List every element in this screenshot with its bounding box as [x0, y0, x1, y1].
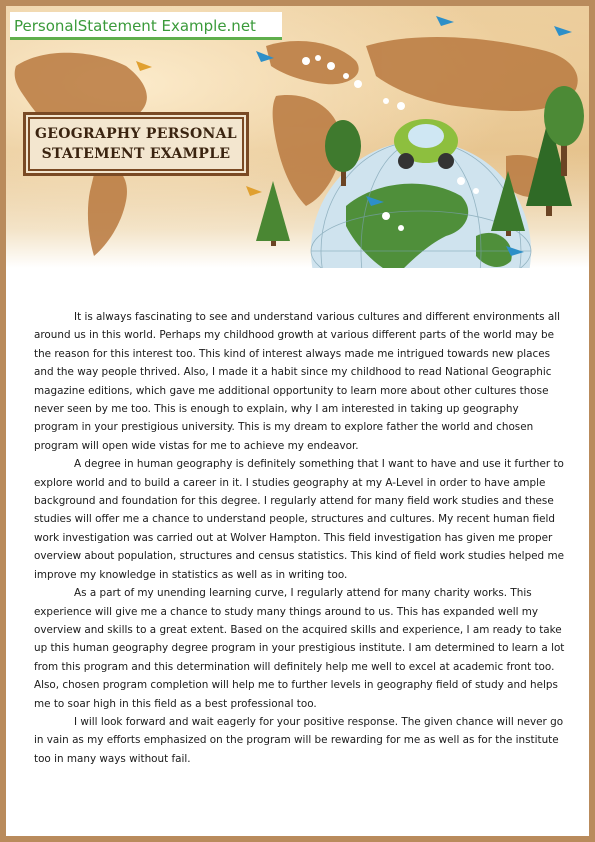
site-name[interactable]: PersonalStatement Example.net [10, 12, 282, 40]
paragraph: I will look forward and wait eagerly for your positive response. The given chance will never go in vain as my efforts emphasized on the program will be rewarding for me as well as for the institute too in many ways without fail. [34, 715, 564, 765]
page [6, 6, 589, 836]
header-banner [6, 6, 589, 268]
title-line-2: STATEMENT EXAMPLE [41, 146, 231, 162]
paragraph: As a part of my unending learning curve, I regularly attend for many charity works. This experience will give me a chance to study many things around to us. This has expanded well my overview and skills to a great extent. Based on the acquired skills and experience, I am ready to take up this human geography degree program in your prestigious institute. I am determined to learn a lot from this program and this determination will definitely help me well to excel at academic front too. Also, chosen program completion will help me to further levels in geography field of study and helps me to soar high in this field as a best professional too. [34, 587, 565, 710]
car-icon [394, 119, 458, 169]
statement-body [34, 308, 566, 768]
document-title-box [23, 112, 249, 176]
title-line-1: GEOGRAPHY PERSONAL [35, 126, 237, 142]
paragraph: A degree in human geography is definitely something that I want to have and use it further to explore world and to build a career in it. I studies geography at my A-Level in order to have ample background and foundation for this degree. I regularly attend for many field work studies and these studies will offer me a chance to understand people, structures and cultures. My recent human field work investigation was carried out at Wolver Hampton. This field investigation has given me proper overview about population, structures and census statistics. This kind of field work studies helped me improve my knowledge in statistics as well as in writing too. [34, 458, 564, 581]
paragraph: It is always fascinating to see and understand various cultures and different environments all around us in this world. Perhaps my childhood growth at various different parts of the world may be the reason for this interest too. This kind of interest always made me intrigued towards new places and the way people thrived. Also, I made it a habit since my childhood to read National Geographic magazine editions, which gave me additional opportunity to learn more about other cultures those never seen by me too. This is enough to explain, why I am interested in taking up geography program in your prestigious university. This is my dream to explore father the world and chosen program will open wide vistas for me to achieve my endeavor. [34, 311, 560, 452]
